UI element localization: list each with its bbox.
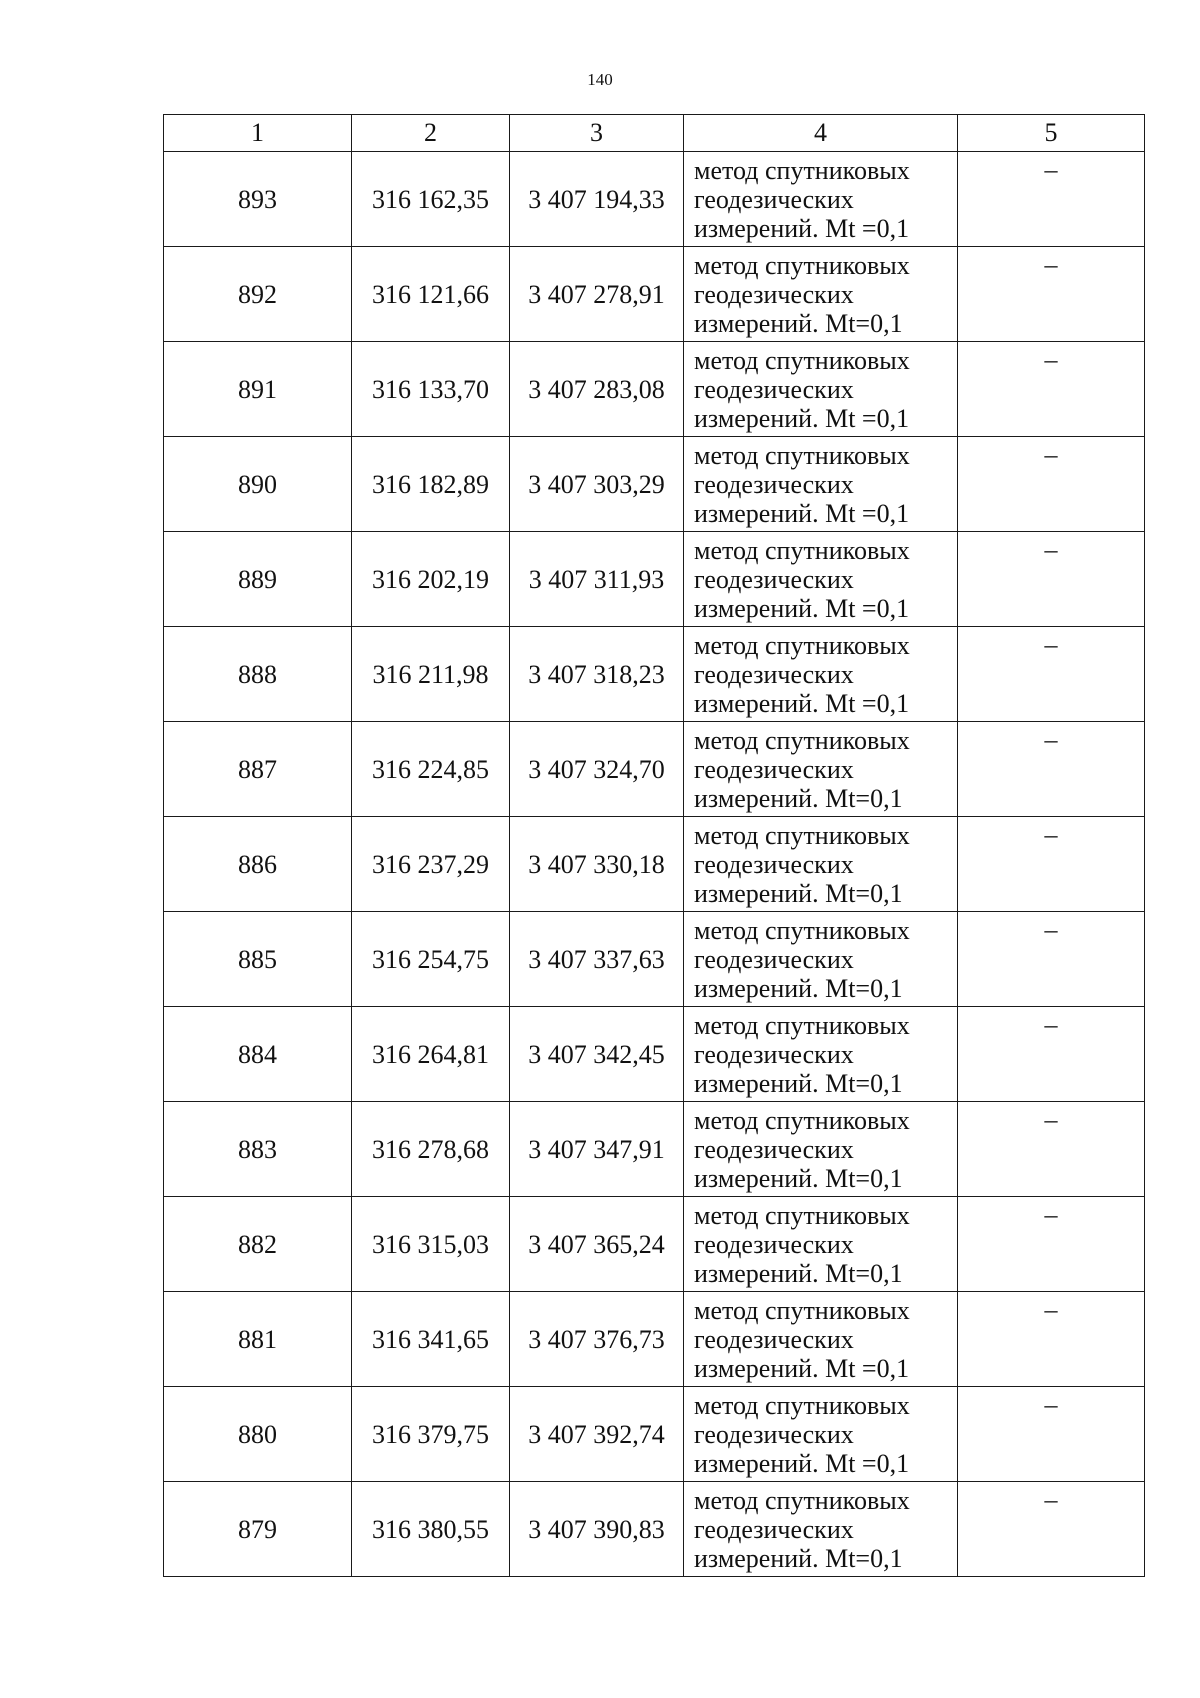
note-cell: – xyxy=(958,1197,1145,1292)
method-line: метод спутниковых xyxy=(694,155,910,185)
method-line: метод спутниковых xyxy=(694,1295,910,1325)
method-line: измерений. Mt=0,1 xyxy=(694,783,903,813)
header-row xyxy=(164,115,1145,152)
method-line: измерений. Mt=0,1 xyxy=(694,308,903,338)
point-number-cell: 890 xyxy=(164,437,352,532)
y-coordinate-cell: 3 407 337,63 xyxy=(510,912,684,1007)
method-line: метод спутниковых xyxy=(694,1485,910,1515)
y-coordinate-cell: 3 407 365,24 xyxy=(510,1197,684,1292)
method-line: геодезических xyxy=(694,1134,854,1164)
point-number-cell: 892 xyxy=(164,247,352,342)
method-line: геодезических xyxy=(694,279,854,309)
y-coordinate-cell: 3 407 324,70 xyxy=(510,722,684,817)
point-number-cell: 883 xyxy=(164,1102,352,1197)
point-number-cell: 888 xyxy=(164,627,352,722)
table-row xyxy=(164,1102,1145,1197)
method-cell xyxy=(684,532,958,627)
method-cell xyxy=(684,342,958,437)
point-number-cell: 884 xyxy=(164,1007,352,1102)
table-row xyxy=(164,722,1145,817)
method-line: измерений. Mt =0,1 xyxy=(694,498,910,528)
method-line: метод спутниковых xyxy=(694,915,910,945)
note-cell: – xyxy=(958,817,1145,912)
method-cell xyxy=(684,1387,958,1482)
method-line: измерений. Mt =0,1 xyxy=(694,1353,910,1383)
method-line: измерений. Mt =0,1 xyxy=(694,688,910,718)
note-cell: – xyxy=(958,342,1145,437)
column-header-4: 4 xyxy=(684,115,958,152)
method-cell xyxy=(684,722,958,817)
note-cell: – xyxy=(958,1387,1145,1482)
table-row xyxy=(164,912,1145,1007)
table-row xyxy=(164,1007,1145,1102)
method-cell xyxy=(684,1197,958,1292)
method-line: измерений. Mt=0,1 xyxy=(694,1543,903,1573)
method-line: метод спутниковых xyxy=(694,1010,910,1040)
x-coordinate-cell: 316 380,55 xyxy=(352,1482,510,1577)
method-line: измерений. Mt=0,1 xyxy=(694,1258,903,1288)
note-cell: – xyxy=(958,722,1145,817)
point-number-cell: 891 xyxy=(164,342,352,437)
method-line: метод спутниковых xyxy=(694,630,910,660)
column-header-3: 3 xyxy=(510,115,684,152)
method-line: измерений. Mt =0,1 xyxy=(694,1448,910,1478)
method-line: метод спутниковых xyxy=(694,1105,910,1135)
x-coordinate-cell: 316 237,29 xyxy=(352,817,510,912)
table-row xyxy=(164,532,1145,627)
method-line: геодезических xyxy=(694,184,854,214)
method-line: метод спутниковых xyxy=(694,1390,910,1420)
table-row xyxy=(164,1197,1145,1292)
y-coordinate-cell: 3 407 390,83 xyxy=(510,1482,684,1577)
method-line: геодезических xyxy=(694,849,854,879)
table-row xyxy=(164,627,1145,722)
method-line: метод спутниковых xyxy=(694,250,910,280)
table-body xyxy=(164,152,1145,1577)
point-number-cell: 882 xyxy=(164,1197,352,1292)
point-number-cell: 881 xyxy=(164,1292,352,1387)
method-line: метод спутниковых xyxy=(694,535,910,565)
method-line: геодезических xyxy=(694,374,854,404)
method-line: измерений. Mt=0,1 xyxy=(694,878,903,908)
y-coordinate-cell: 3 407 318,23 xyxy=(510,627,684,722)
table-row xyxy=(164,342,1145,437)
y-coordinate-cell: 3 407 278,91 xyxy=(510,247,684,342)
x-coordinate-cell: 316 341,65 xyxy=(352,1292,510,1387)
point-number-cell: 886 xyxy=(164,817,352,912)
method-cell xyxy=(684,437,958,532)
method-line: геодезических xyxy=(694,1039,854,1069)
table-row xyxy=(164,1387,1145,1482)
note-cell: – xyxy=(958,152,1145,247)
note-cell: – xyxy=(958,627,1145,722)
note-cell: – xyxy=(958,1007,1145,1102)
note-cell: – xyxy=(958,1292,1145,1387)
point-number-cell: 879 xyxy=(164,1482,352,1577)
table-row xyxy=(164,817,1145,912)
y-coordinate-cell: 3 407 283,08 xyxy=(510,342,684,437)
page-number: 140 xyxy=(587,70,613,89)
method-line: измерений. Mt =0,1 xyxy=(694,403,910,433)
method-cell xyxy=(684,627,958,722)
note-cell: – xyxy=(958,912,1145,1007)
method-cell xyxy=(684,1102,958,1197)
y-coordinate-cell: 3 407 347,91 xyxy=(510,1102,684,1197)
method-line: метод спутниковых xyxy=(694,820,910,850)
column-header-2: 2 xyxy=(352,115,510,152)
table-row xyxy=(164,152,1145,247)
note-cell: – xyxy=(958,532,1145,627)
point-number-cell: 880 xyxy=(164,1387,352,1482)
method-cell xyxy=(684,1292,958,1387)
point-number-cell: 893 xyxy=(164,152,352,247)
note-cell: – xyxy=(958,437,1145,532)
x-coordinate-cell: 316 182,89 xyxy=(352,437,510,532)
note-cell: – xyxy=(958,247,1145,342)
method-line: измерений. Mt=0,1 xyxy=(694,1163,903,1193)
y-coordinate-cell: 3 407 342,45 xyxy=(510,1007,684,1102)
x-coordinate-cell: 316 254,75 xyxy=(352,912,510,1007)
point-number-cell: 889 xyxy=(164,532,352,627)
y-coordinate-cell: 3 407 376,73 xyxy=(510,1292,684,1387)
method-line: метод спутниковых xyxy=(694,725,910,755)
method-line: метод спутниковых xyxy=(694,1200,910,1230)
x-coordinate-cell: 316 278,68 xyxy=(352,1102,510,1197)
table-row xyxy=(164,247,1145,342)
x-coordinate-cell: 316 379,75 xyxy=(352,1387,510,1482)
x-coordinate-cell: 316 202,19 xyxy=(352,532,510,627)
column-header-1: 1 xyxy=(164,115,352,152)
y-coordinate-cell: 3 407 194,33 xyxy=(510,152,684,247)
x-coordinate-cell: 316 162,35 xyxy=(352,152,510,247)
point-number-cell: 887 xyxy=(164,722,352,817)
method-line: геодезических xyxy=(694,1324,854,1354)
method-line: геодезических xyxy=(694,1419,854,1449)
method-line: измерений. Mt =0,1 xyxy=(694,593,910,623)
y-coordinate-cell: 3 407 392,74 xyxy=(510,1387,684,1482)
y-coordinate-cell: 3 407 330,18 xyxy=(510,817,684,912)
column-header-5: 5 xyxy=(958,115,1145,152)
x-coordinate-cell: 316 224,85 xyxy=(352,722,510,817)
method-line: геодезических xyxy=(694,1229,854,1259)
method-cell xyxy=(684,1482,958,1577)
method-line: метод спутниковых xyxy=(694,440,910,470)
note-cell: – xyxy=(958,1102,1145,1197)
table-row xyxy=(164,1482,1145,1577)
point-number-cell: 885 xyxy=(164,912,352,1007)
x-coordinate-cell: 316 211,98 xyxy=(352,627,510,722)
table-header xyxy=(164,115,1145,152)
method-line: геодезических xyxy=(694,754,854,784)
y-coordinate-cell: 3 407 311,93 xyxy=(510,532,684,627)
method-cell xyxy=(684,1007,958,1102)
x-coordinate-cell: 316 133,70 xyxy=(352,342,510,437)
method-line: геодезических xyxy=(694,659,854,689)
y-coordinate-cell: 3 407 303,29 xyxy=(510,437,684,532)
method-line: геодезических xyxy=(694,469,854,499)
method-cell xyxy=(684,247,958,342)
method-cell xyxy=(684,817,958,912)
method-line: измерений. Mt=0,1 xyxy=(694,973,903,1003)
method-cell xyxy=(684,912,958,1007)
method-line: измерений. Mt =0,1 xyxy=(694,213,910,243)
method-line: геодезических xyxy=(694,564,854,594)
method-line: геодезических xyxy=(694,944,854,974)
table-row xyxy=(164,437,1145,532)
x-coordinate-cell: 316 264,81 xyxy=(352,1007,510,1102)
x-coordinate-cell: 316 315,03 xyxy=(352,1197,510,1292)
table-row xyxy=(164,1292,1145,1387)
x-coordinate-cell: 316 121,66 xyxy=(352,247,510,342)
method-line: геодезических xyxy=(694,1514,854,1544)
note-cell: – xyxy=(958,1482,1145,1577)
method-cell xyxy=(684,152,958,247)
method-line: метод спутниковых xyxy=(694,345,910,375)
coordinates-table xyxy=(163,114,1145,1577)
method-line: измерений. Mt=0,1 xyxy=(694,1068,903,1098)
